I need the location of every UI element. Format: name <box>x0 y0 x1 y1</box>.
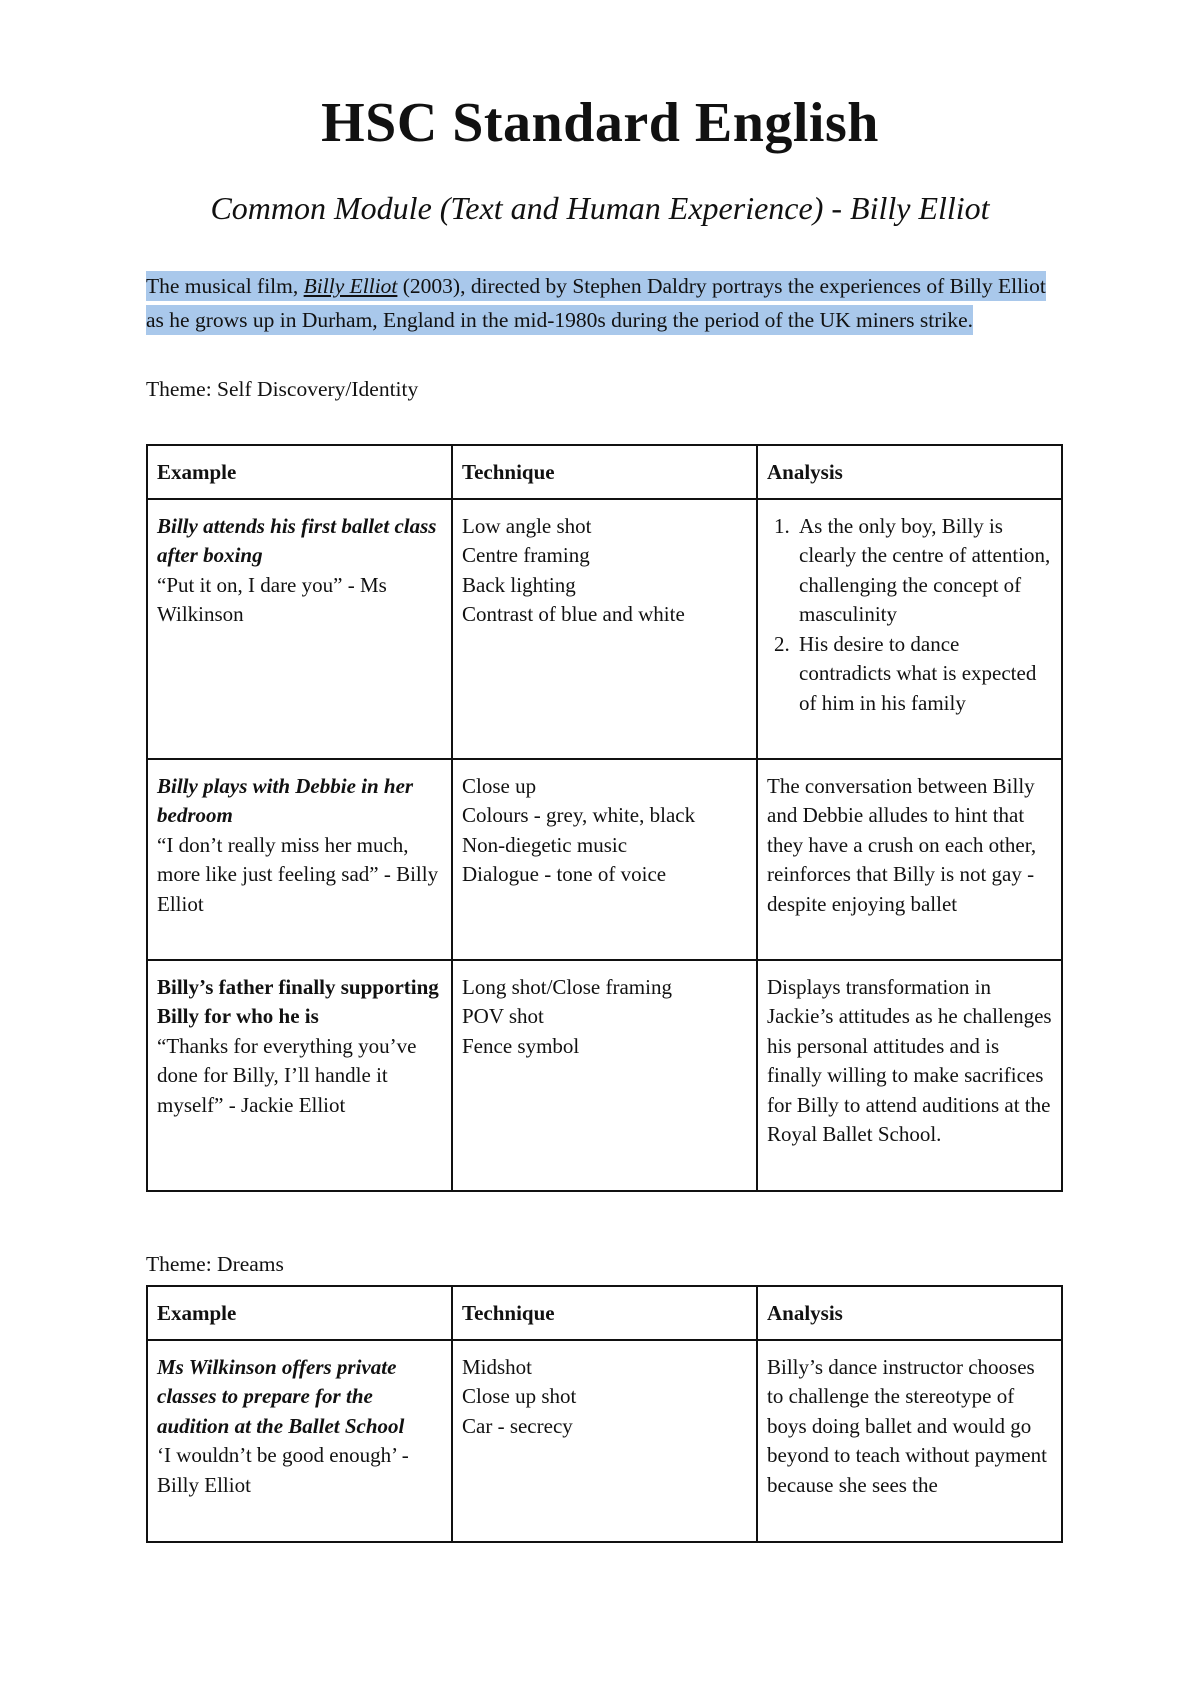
technique-item: Fence symbol <box>462 1033 580 1058</box>
analysis-list-item: 2. His desire to dance contradicts what is expected of him in his family <box>795 630 1052 719</box>
example-quote: “Put it on, I dare you” - Ms Wilkinson <box>157 572 387 626</box>
technique-item: Non-diegetic music <box>462 832 628 857</box>
example-cell <box>147 499 452 759</box>
table-row <box>147 499 1062 759</box>
example-title: Billy’s father finally supporting Billy for who he is <box>157 974 439 1028</box>
technique-item: Long shot/Close framing <box>462 974 672 999</box>
technique-cell <box>452 1340 757 1542</box>
page-subtitle: Common Module (Text and Human Experience) - Billy Elliot <box>210 190 990 226</box>
header-example: Example <box>147 1286 452 1340</box>
technique-item: Dialogue - tone of voice <box>462 862 667 886</box>
header-technique: Technique <box>452 445 757 499</box>
intro-highlight[interactable] <box>146 271 1046 335</box>
intro-paragraph[interactable] <box>146 269 1066 337</box>
example-cell <box>147 1340 452 1542</box>
header-technique: Technique <box>452 1286 757 1340</box>
table-row <box>147 1340 1062 1542</box>
example-title: Ms Wilkinson offers private classes to prepare for the audition at the Ballet School <box>157 1354 405 1438</box>
technique-cell <box>452 499 757 759</box>
technique-item: Midshot <box>462 1354 533 1379</box>
theme-label-dreams: Theme: Dreams <box>146 1252 284 1276</box>
theme-table-self-discovery <box>146 444 1063 1192</box>
header-analysis: Analysis <box>757 445 1062 499</box>
analysis-list <box>767 512 1052 719</box>
analysis-cell <box>757 499 1062 759</box>
example-cell <box>147 960 452 1191</box>
analysis-cell: Displays transformation in Jackie’s attitudes as he challenges his personal attitudes and is finally willing to make sacrifices for Billy to attend auditions at the Royal Ballet School. <box>757 960 1062 1191</box>
intro-text-before: The musical film, <box>146 274 304 298</box>
technique-item: Centre framing <box>462 543 590 567</box>
page-title: HSC Standard English <box>321 92 879 154</box>
analysis-list-item: 1. As the only boy, Billy is clearly the centre of attention, challenging the concept of masculinity <box>795 512 1052 630</box>
technique-item: Contrast of blue and white <box>462 602 685 626</box>
theme-table-dreams <box>146 1285 1063 1543</box>
theme-label-self-discovery: Theme: Self Discovery/Identity <box>146 377 419 401</box>
table-row <box>147 759 1062 960</box>
example-title: Billy plays with Debbie in her bedroom <box>157 773 414 827</box>
example-cell <box>147 759 452 960</box>
technique-item: POV shot <box>462 1004 544 1028</box>
technique-item: Low angle shot <box>462 513 592 538</box>
technique-cell <box>452 960 757 1191</box>
table-header-row <box>147 1286 1062 1340</box>
header-analysis: Analysis <box>757 1286 1062 1340</box>
technique-item: Car - secrecy <box>462 1413 573 1438</box>
example-title: Billy attends his first ballet class after boxing <box>157 513 437 567</box>
analysis-cell: The conversation between Billy and Debbie alludes to hint that they have a crush on each other, reinforces that Billy is not gay - despite enjoying ballet <box>757 759 1062 960</box>
technique-item: Close up shot <box>462 1384 577 1408</box>
table-header-row <box>147 445 1062 499</box>
example-quote: ‘I wouldn’t be good enough’ - Billy Elliot <box>157 1443 409 1497</box>
example-quote: “I don’t really miss her much, more like just feeling sad” - Billy Elliot <box>157 832 439 916</box>
technique-cell <box>452 759 757 960</box>
technique-item: Back lighting <box>462 572 576 597</box>
technique-item: Colours - grey, white, black <box>462 803 696 827</box>
technique-item: Close up <box>462 773 537 798</box>
analysis-cell: Billy’s dance instructor chooses to challenge the stereotype of boys doing ballet and would go beyond to teach without payment because she sees the <box>757 1340 1062 1542</box>
header-example: Example <box>147 445 452 499</box>
intro-text-after: (2003), directed by Stephen Daldry portrays the experiences of Billy Elliot as he grows up in Durham, England in the mid-1980s during the period of the UK miners strike. <box>146 274 1046 332</box>
table-row <box>147 960 1062 1191</box>
film-title: Billy Elliot <box>303 274 398 298</box>
example-quote: “Thanks for everything you’ve done for Billy, I’ll handle it myself” - Jackie Elliot <box>157 1033 417 1117</box>
